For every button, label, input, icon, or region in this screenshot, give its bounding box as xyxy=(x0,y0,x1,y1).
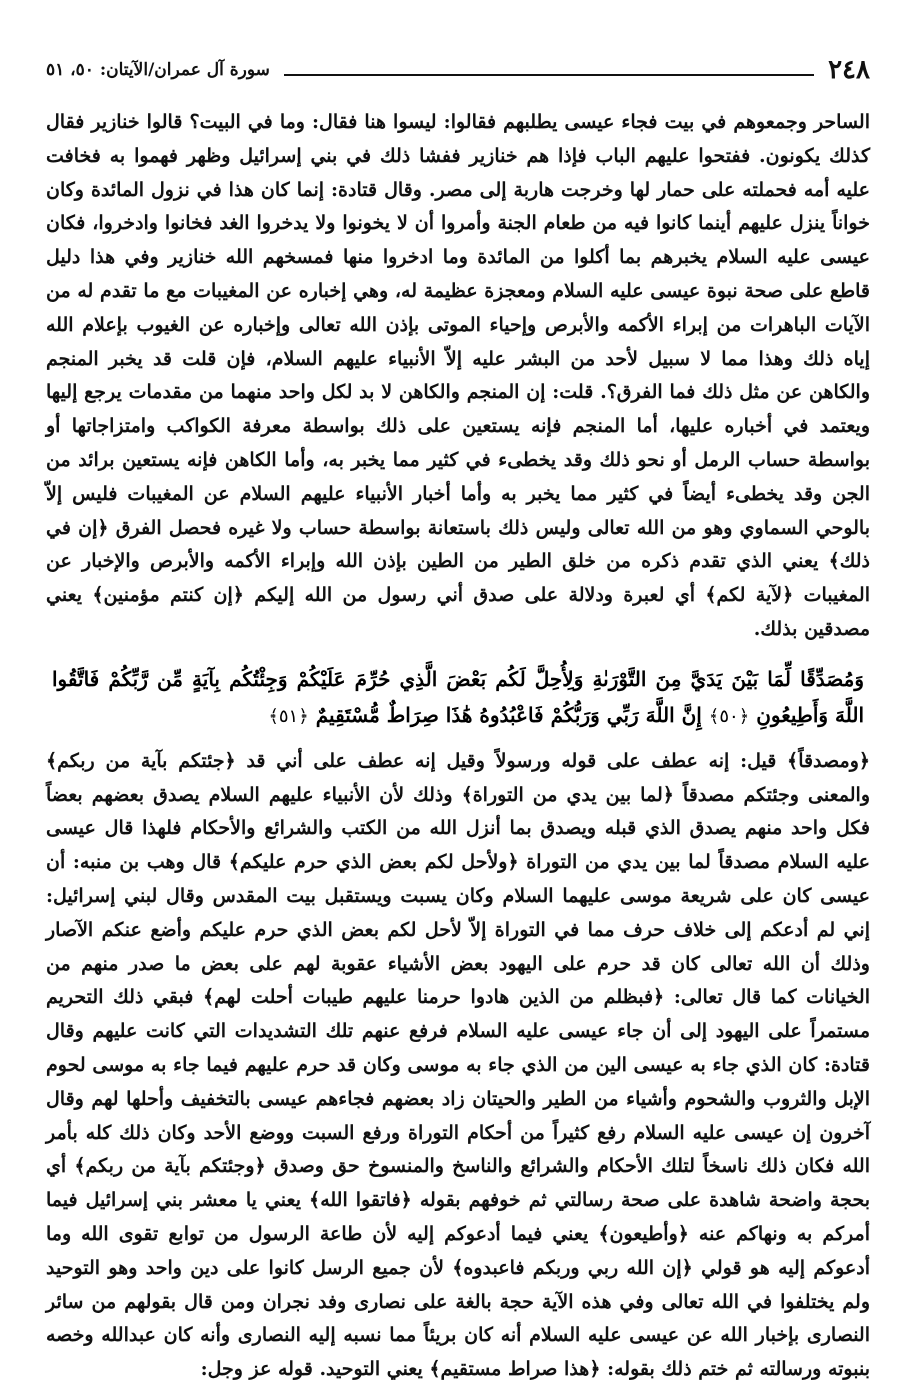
paragraph: ﴿ومصدقاً﴾ قيل: إنه عطف على قوله ورسولاً وقيل إنه عطف على أني قد ﴿جئتكم بآية من ربكم﴾ والمعنى وجئتكم مصدقاً ﴿لما بين يدي من التوراة﴾ وذلك لأن الأنبياء عليهم السلام يصدق بعضهم بعضاً فكل واحد منهم يصدق الذي قبله ويصدق بما أنزل الله من الكتب والشرائع والأحكام فلهذا قال عيسى عليه السلام مصدقاً لما بين يدي من التوراة ﴿ولأحل لكم بعض الذي حرم عليكم﴾ قال وهب بن منبه: أن عيسى كان على شريعة موسى عليهما السلام وكان يسبت ويستقبل بيت المقدس وقال لبني إسرائيل: إني لم أدعكم إلى خلاف حرف مما في التوراة إلاّ لأحل لكم بعض الذي حرم عليكم وأضع عنكم الآصار وذلك أن الله تعالى كان قد حرم على اليهود بعض الأشياء عقوبة لهم على بعض ما صدر منهم من الخيانات كما قال تعالى: ﴿فبظلم من الذين هادوا حرمنا عليهم طيبات أحلت لهم﴾ فبقي ذلك التحريم مستمراً على اليهود إلى أن جاء عيسى عليه السلام فرفع عنهم تلك التشديدات التي كانت عليهم وقال قتادة: كان الذي جاء به عيسى الين من الذي جاء به موسى وكان قد حرم عليهم فيما جاء به موسى لحوم الإبل والثروب والشحوم وأشياء من الطير والحيتان زاد بعضهم فجاءهم عيسى بالتخفيف وأحلها لهم وقال آخرون إن عيسى عليه السلام رفع كثيراً من أحكام التوراة ورفع السبت ووضع الأحد وكان ذلك كله بأمر الله فكان ذلك ناسخاً لتلك الأحكام والشرائع والناسخ والمنسوخ حق وصدق ﴿وجئتكم بآية من ربكم﴾ أي بحجة واضحة شاهدة على صحة رسالتي ثم خوفهم بقوله ﴿فاتقوا الله﴾ يعني يا معشر بني إسرائيل فيما أمركم به ونهاكم عنه ﴿وأطيعون﴾ يعني فيما أدعوكم إليه لأن طاعة الرسول من توابع تقوى الله وما أدعوكم إليه هو قولي ﴿إن الله ربي وربكم فاعبدوه﴾ لأن جميع الرسل كانوا على دين واحد وهو التوحيد ولم يختلفوا في الله تعالى وفي هذه الآية حجة بالغة على نصارى وفد نجران ومن قال بقولهم من سائر النصارى بإخبار الله عن عيسى عليه السلام أنه كان بريئاً مما نسبه إليه النصارى وأنه كان عبدالله وخصه بنبوته ورسالته ثم ختم ذلك بقوله: ﴿هذا صراط مستقيم﴾ يعني التوحيد. قوله عز وجل: xyxy=(46,749,870,1381)
header-rule xyxy=(284,74,814,76)
commentary-section-one xyxy=(46,106,870,647)
page-header xyxy=(46,50,870,90)
paragraph: الساحر وجمعوهم في بيت فجاء عيسى يطلبهم فقالوا: ليسوا هنا فقال: وما في البيت؟ قالوا خنازير فقال كذلك يكونون. ففتحوا عليهم الباب فإذا هم خنازير ففشا ذلك في بني إسرائيل وظهر فهموا به فخافت عليه أمه فحملته على حمار لها وخرجت هاربة إلى مصر. وقال قتادة: إنما كان هذا في نزول المائدة وكان خواناً ينزل عليهم أينما كانوا فيه من طعام الجنة وأمروا أن لا يخونوا ولا يدخروا الغد فخانوا وادخروا، فكان عيسى عليه السلام يخبرهم بما أكلوا من المائدة وما ادخروا منها فمسخهم الله خنازير وفي هذا دليل قاطع على صحة نبوة عيسى عليه السلام ومعجزة عظيمة له، وهي إخباره عن المغيبات مع ما تقدم له من الآيات الباهرات من إبراء الأكمه والأبرص وإحياء الموتى بإذن الله تعالى وإخباره عن الغيوب بإعلام الله إياه ذلك وهذا مما لا سبيل لأحد من البشر عليه إلاّ الأنبياء عليهم السلام، فإن قلت قد يخبر المنجم والكاهن عن مثل ذلك فما الفرق؟. قلت: إن المنجم والكاهن لا بد لكل واحد منهما من مقدمات يرجع إليها ويعتمد في أخباره عليها، أما المنجم فإنه يستعين على ذلك بواسطة معرفة الكواكب وامتزاجاتها أو بواسطة حساب الرمل أو نحو ذلك وقد يخطىء في كثير مما يخبر به، وأما الكاهن فإنه يستعين برائد من الجن وقد يخطىء أيضاً في كثير مما يخبر به وأما أخبار الأنبياء عليهم السلام عن المغيبات فليس إلاّ بالوحي السماوي وهو من الله تعالى وليس ذلك باستعانة بواسطة حساب ولا غيره فحصل الفرق ﴿إن في ذلك﴾ يعني الذي تقدم ذكره من خلق الطير من الطين بإذن الله وإبراء الأكمه والأبرص والإخبار عن المغيبات ﴿لآية لكم﴾ أي لعبرة ودلالة على صدق أني رسول من الله إليكم ﴿إن كنتم مؤمنين﴾ يعني مصدقين بذلك. xyxy=(46,111,870,640)
running-title: سورة آل عمران/الآيتان: ٥٠، ٥١ xyxy=(46,60,270,80)
verse-number-51: ﴿٥١﴾ xyxy=(268,705,309,727)
verse-number-50: ﴿٥٠﴾ xyxy=(708,705,750,727)
verse-text-50: وَمُصَدِّقًا لِّمَا بَيْنَ يَدَيَّ مِنَ التَّوْرَىٰةِ وَلِأُحِلَّ لَكُم بَعْضَ الَّذِي حُرِّمَ عَلَيْكُمْ وَجِئْتُكُم بِآيَةٍ مِّن رَّبِّكُمْ فَاتَّقُوا اللَّهَ وَأَطِيعُونِ xyxy=(52,666,864,727)
verse-text-51: إِنَّ اللَّهَ رَبِّي وَرَبُّكُمْ فَاعْبُدُوهُ هَٰذَا صِرَاطٌ مُّسْتَقِيمٌ xyxy=(315,702,702,727)
quran-verse xyxy=(52,661,864,735)
commentary-section-two xyxy=(46,745,870,1387)
page-number: ٢٤٨ xyxy=(828,55,870,85)
